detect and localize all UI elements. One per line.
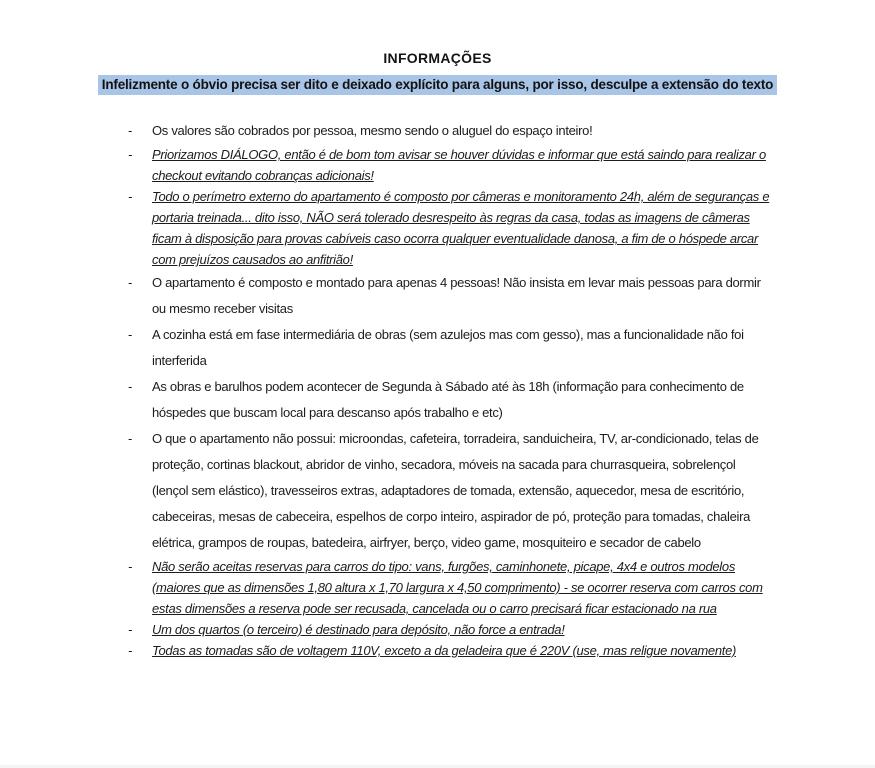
list-item bbox=[128, 640, 771, 661]
bullet-text: Priorizamos DIÁLOGO, então é de bom tom avisar se houver dúvidas e informar que está saindo para realizar o checkout evitando cobranças adicionais! bbox=[152, 147, 766, 183]
info-list bbox=[0, 118, 875, 661]
bullet-text: Todas as tomadas são de voltagem 110V, exceto a da geladeira que é 220V (use, mas religue novamente) bbox=[152, 643, 737, 658]
bullet-dash: - bbox=[128, 622, 133, 637]
bullet-dash: - bbox=[128, 559, 133, 574]
list-item bbox=[128, 322, 771, 374]
highlighted-subtitle: Infelizmente o óbvio precisa ser dito e deixado explícito para alguns, por isso, desculpe a extensão do texto bbox=[98, 75, 777, 95]
bullet-text: As obras e barulhos podem acontecer de Segunda à Sábado até às 18h (informação para conhecimento de hóspedes que buscam local para descanso após trabalho e etc) bbox=[152, 379, 744, 420]
subtitle-row bbox=[0, 75, 875, 95]
bullet-dash: - bbox=[128, 123, 133, 138]
list-item bbox=[128, 144, 771, 186]
list-item bbox=[128, 374, 771, 426]
list-item bbox=[128, 426, 771, 556]
bullet-dash: - bbox=[128, 379, 133, 394]
bullet-dash: - bbox=[128, 327, 133, 342]
list-item bbox=[128, 270, 771, 322]
bullet-text: O apartamento é composto e montado para apenas 4 pessoas! Não insista em levar mais pessoas para dormir ou mesmo receber visitas bbox=[152, 275, 761, 316]
list-item bbox=[128, 556, 771, 619]
list-item bbox=[128, 118, 771, 144]
bullet-text: Um dos quartos (o terceiro) é destinado para depósito, não force a entrada! bbox=[152, 622, 565, 637]
bullet-dash: - bbox=[128, 147, 133, 162]
bullet-text: Não serão aceitas reservas para carros do tipo: vans, furgões, caminhonete, picape, 4x4 e outros modelos (maiores que as dimensões 1,80 altura x 1,70 largura x 4,50 comprimento) - se ocorrer reserva com carros com estas dimensões a reserva pode ser recusada, cancelada ou o carro precisará ficar estacionado na rua bbox=[152, 559, 763, 616]
page-title: INFORMAÇÕES bbox=[383, 50, 492, 66]
bullet-dash: - bbox=[128, 643, 133, 658]
bullet-dash: - bbox=[128, 275, 133, 290]
list-item bbox=[128, 619, 771, 640]
bullet-text: O que o apartamento não possui: microondas, cafeteira, torradeira, sanduicheira, TV, ar-condicionado, telas de proteção, cortinas blackout, abridor de vinho, secadora, móveis na sacada para churrasqueira, sobrelençol (lençol sem elástico), travesseiros extras, adaptadores de tomada, extensão, aquecedor, mesa de escritório, cabeceiras, mesas de cabeceira, espelhos de corpo inteiro, aspirador de pó, proteção para tomadas, chaleira elétrica, grampos de roupas, batedeira, airfryer, berço, video game, mosquiteiro e secador de cabelo bbox=[152, 431, 759, 550]
bullet-dash: - bbox=[128, 431, 133, 446]
bullet-text: Todo o perímetro externo do apartamento é composto por câmeras e monitoramento 24h, além de seguranças e portaria treinada... dito isso, NÃO será tolerado desrespeito às regras da casa, todas as imagens de câmeras ficam à disposição para provas cabíveis caso ocorra qualquer eventualidade danosa, a fim de o hóspede arcar com prejuízos causados ao anfitrião! bbox=[152, 189, 770, 267]
bullet-dash: - bbox=[128, 189, 133, 204]
list-item bbox=[128, 186, 771, 270]
bullet-text: A cozinha está em fase intermediária de obras (sem azulejos mas com gesso), mas a funcionalidade não foi interferida bbox=[152, 327, 744, 368]
bullet-text: Os valores são cobrados por pessoa, mesmo sendo o aluguel do espaço inteiro! bbox=[152, 123, 593, 138]
